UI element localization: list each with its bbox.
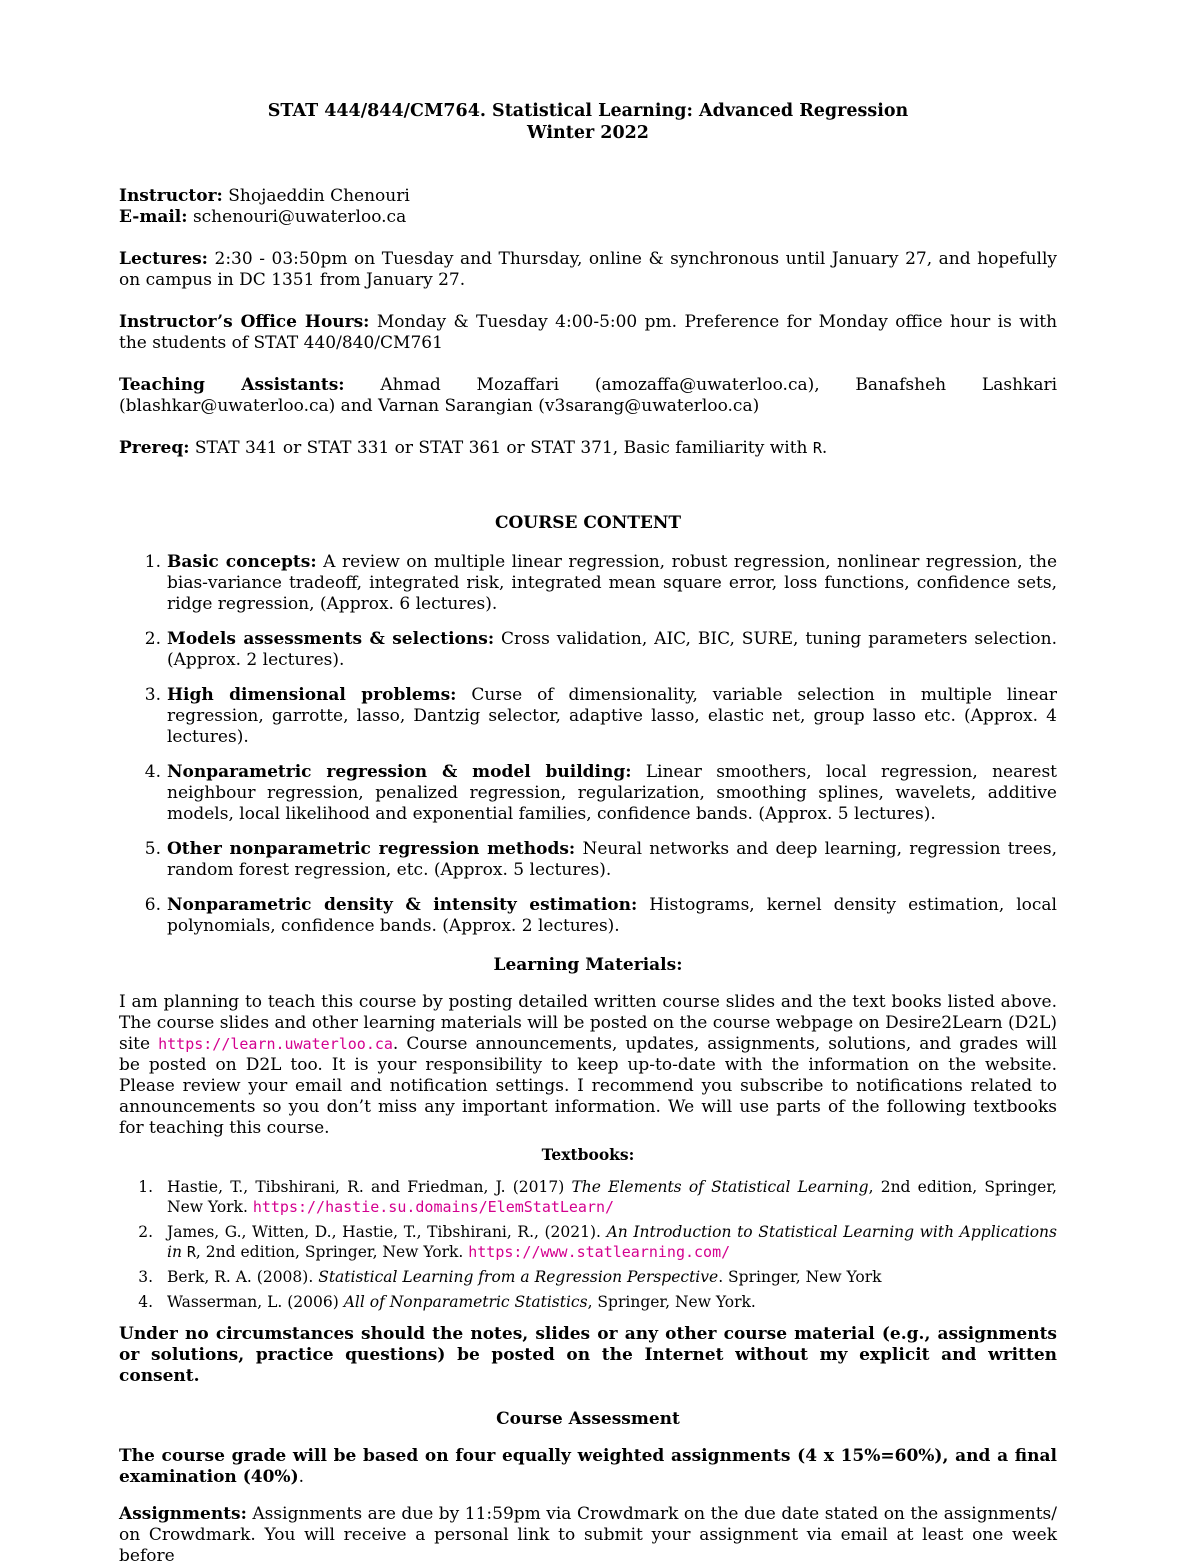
instructor-value: Shojaeddin Chenouri — [228, 186, 410, 206]
item-text: Linear smoothers, local regression, nearest neighbour regression, penalized regression, regularization, smoothing splines, wavelets, additive models, local likelihood and exponential families, confidence bands. (Approx. 5 lectures). — [167, 762, 1058, 824]
office-hours-line — [119, 312, 1057, 354]
course-content-heading: COURSE CONTENT — [494, 513, 682, 533]
book-authors: Berk, R. A. (2008). — [167, 1268, 314, 1286]
email-label: E-mail: — [119, 207, 188, 227]
teaching-assistants-line — [119, 375, 1057, 417]
prereq-end: . — [821, 438, 828, 458]
learning-materials-text-2: . Course announcements, updates, assignments, solutions, and grades will be posted on D2L too. It is your responsibility to keep up-to-date with the information on the website. Please review your email and notification settings. I recommend you subscribe to notifications related to announcements so you don’t miss any important information. We will use parts of the following textbooks for teaching this course. — [119, 1034, 1057, 1138]
list-item — [119, 1292, 1057, 1312]
item-text: Neural networks and deep learning, regression trees, random forest regression, etc. (Approx. 5 lectures). — [167, 839, 1057, 880]
item-text: Cross validation, AIC, BIC, SURE, tuning parameters selection. (Approx. 2 lectures). — [167, 629, 1058, 670]
item-number: 2. — [138, 1223, 153, 1241]
item-title: High dimensional problems: — [167, 685, 457, 705]
lectures-label: Lectures: — [119, 249, 208, 269]
d2l-link[interactable]: https://learn.uwaterloo.ca — [158, 1035, 393, 1053]
notice-text: Under no circumstances should the notes, slides or any other course material (e.g., assignments or solutions, practice questions) be posted on the Internet without my explicit and written consent. — [119, 1324, 1057, 1386]
list-item — [119, 685, 1057, 748]
office-hours-value: Monday & Tuesday 4:00-5:00 pm. Preference for Monday office hour is with the students of STAT 440/840/CM761 — [119, 312, 1058, 353]
book-publisher: , Springer, New York. — [587, 1293, 756, 1311]
item-title: Other nonparametric regression methods: — [167, 839, 576, 859]
item-title: Nonparametric regression & model building: — [167, 762, 632, 782]
item-number: 4. — [138, 1293, 153, 1311]
item-number: 5. — [144, 839, 161, 859]
item-number: 6. — [144, 895, 161, 915]
item-text: Curse of dimensionality, variable selection in multiple linear regression, garrotte, lasso, Dantzig selector, adaptive lasso, elastic net, group lasso etc. (Approx. 4 lectures). — [167, 685, 1057, 747]
title-line-2: Winter 2022 — [527, 123, 649, 143]
item-number: 1. — [138, 1178, 153, 1196]
book-authors: James, G., Witten, D., Hastie, T., Tibshirani, R., (2021). — [167, 1223, 601, 1241]
item-text: A review on multiple linear regression, robust regression, nonlinear regression, the bias-variance tradeoff, integrated risk, integrated mean square error, loss functions, confidence sets, ridge regression, (Approx. 6 lectures). — [167, 552, 1058, 614]
book-publisher: , 2nd edition, Springer, New York. — [195, 1243, 464, 1261]
title-line-1: STAT 444/844/CM764. Statistical Learning: Advanced Regression — [267, 101, 909, 121]
prereq-line — [119, 438, 1057, 459]
textbooks-list — [119, 1177, 1057, 1312]
course-assessment-heading: Course Assessment — [496, 1409, 680, 1429]
email-value: schenouri@uwaterloo.ca — [192, 207, 407, 227]
instructor-label: Instructor: — [119, 186, 223, 206]
book-publisher: . Springer, New York — [718, 1268, 882, 1286]
grade-line — [119, 1446, 1057, 1488]
list-item — [119, 552, 1057, 615]
learning-materials-text-1: I am planning to teach this course by posting detailed written course slides and the text books listed above. The course slides and other learning materials will be posted on the course webpage on Desire2Learn (D2L) site — [119, 992, 1057, 1054]
item-number: 1. — [144, 552, 161, 572]
prereq-value: STAT 341 or STAT 331 or STAT 361 or STAT 371, Basic familiarity with — [194, 438, 808, 458]
item-number: 3. — [138, 1268, 153, 1286]
course-content-list — [119, 552, 1057, 937]
item-text: Histograms, kernel density estimation, local polynomials, confidence bands. (Approx. 2 lectures). — [167, 895, 1057, 936]
list-item — [119, 1267, 1057, 1287]
book-authors: Wasserman, L. (2006) — [167, 1293, 339, 1311]
list-item — [119, 629, 1057, 671]
book-title: The Elements of Statistical Learning — [571, 1178, 869, 1196]
book-title: Statistical Learning from a Regression Perspective — [318, 1268, 719, 1286]
ta-value: Ahmad Mozaffari (amozaffa@uwaterloo.ca), Banafsheh Lashkari (blashkar@uwaterloo.ca) and Varnan Sarangian (v3sarang@uwaterloo.ca) — [119, 375, 1058, 416]
grade-text: The course grade will be based on four equally weighted assignments (4 x 15%=60%), and a final examination (40%) — [119, 1446, 1057, 1487]
item-number: 2. — [144, 629, 161, 649]
lectures-value: 2:30 - 03:50pm on Tuesday and Thursday, online & synchronous until January 27, and hopefully on campus in DC 1351 from January 27. — [119, 249, 1058, 290]
assignments-text: Assignments are due by 11:59pm via Crowdmark on the due date stated on the assignments/ on Crowdmark. You will receive a personal link to submit your assignment via email at least one week before — [119, 1504, 1057, 1566]
book-authors: Hastie, T., Tibshirani, R. and Friedman, J. (2017) — [167, 1178, 565, 1196]
textbooks-heading: Textbooks: — [541, 1145, 635, 1164]
list-item — [119, 839, 1057, 881]
book-title: An Introduction to Statistical Learning with Applications in — [167, 1223, 1057, 1261]
book-title: All of Nonparametric Statistics — [343, 1293, 588, 1311]
list-item — [119, 762, 1057, 825]
book-link[interactable]: https://hastie.su.domains/ElemStatLearn/ — [252, 1198, 615, 1216]
course-title — [119, 100, 1057, 144]
book-publisher: , 2nd edition, Springer, New York. — [167, 1178, 1057, 1216]
assignments-label: Assignments: — [119, 1504, 247, 1524]
item-number: 3. — [144, 685, 161, 705]
prereq-label: Prereq: — [119, 438, 190, 458]
grade-end: . — [298, 1467, 305, 1487]
prereq-r: R — [812, 439, 822, 457]
list-item — [119, 1222, 1057, 1262]
list-item — [119, 1177, 1057, 1217]
assignments-line — [119, 1504, 1057, 1567]
instructor-line — [119, 186, 1057, 228]
item-title: Basic concepts: — [167, 552, 317, 572]
item-number: 4. — [144, 762, 161, 782]
document-page — [119, 100, 1057, 1567]
item-title: Models assessments & selections: — [167, 629, 495, 649]
item-title: Nonparametric density & intensity estimation: — [167, 895, 638, 915]
ta-label: Teaching Assistants: — [119, 375, 345, 395]
lectures-line — [119, 249, 1057, 291]
office-hours-label: Instructor’s Office Hours: — [119, 312, 370, 332]
book-title-r: R — [186, 1243, 196, 1261]
list-item — [119, 895, 1057, 937]
book-link[interactable]: https://www.statlearning.com/ — [468, 1243, 731, 1261]
learning-materials-text — [119, 992, 1057, 1139]
learning-materials-heading: Learning Materials: — [493, 955, 683, 975]
